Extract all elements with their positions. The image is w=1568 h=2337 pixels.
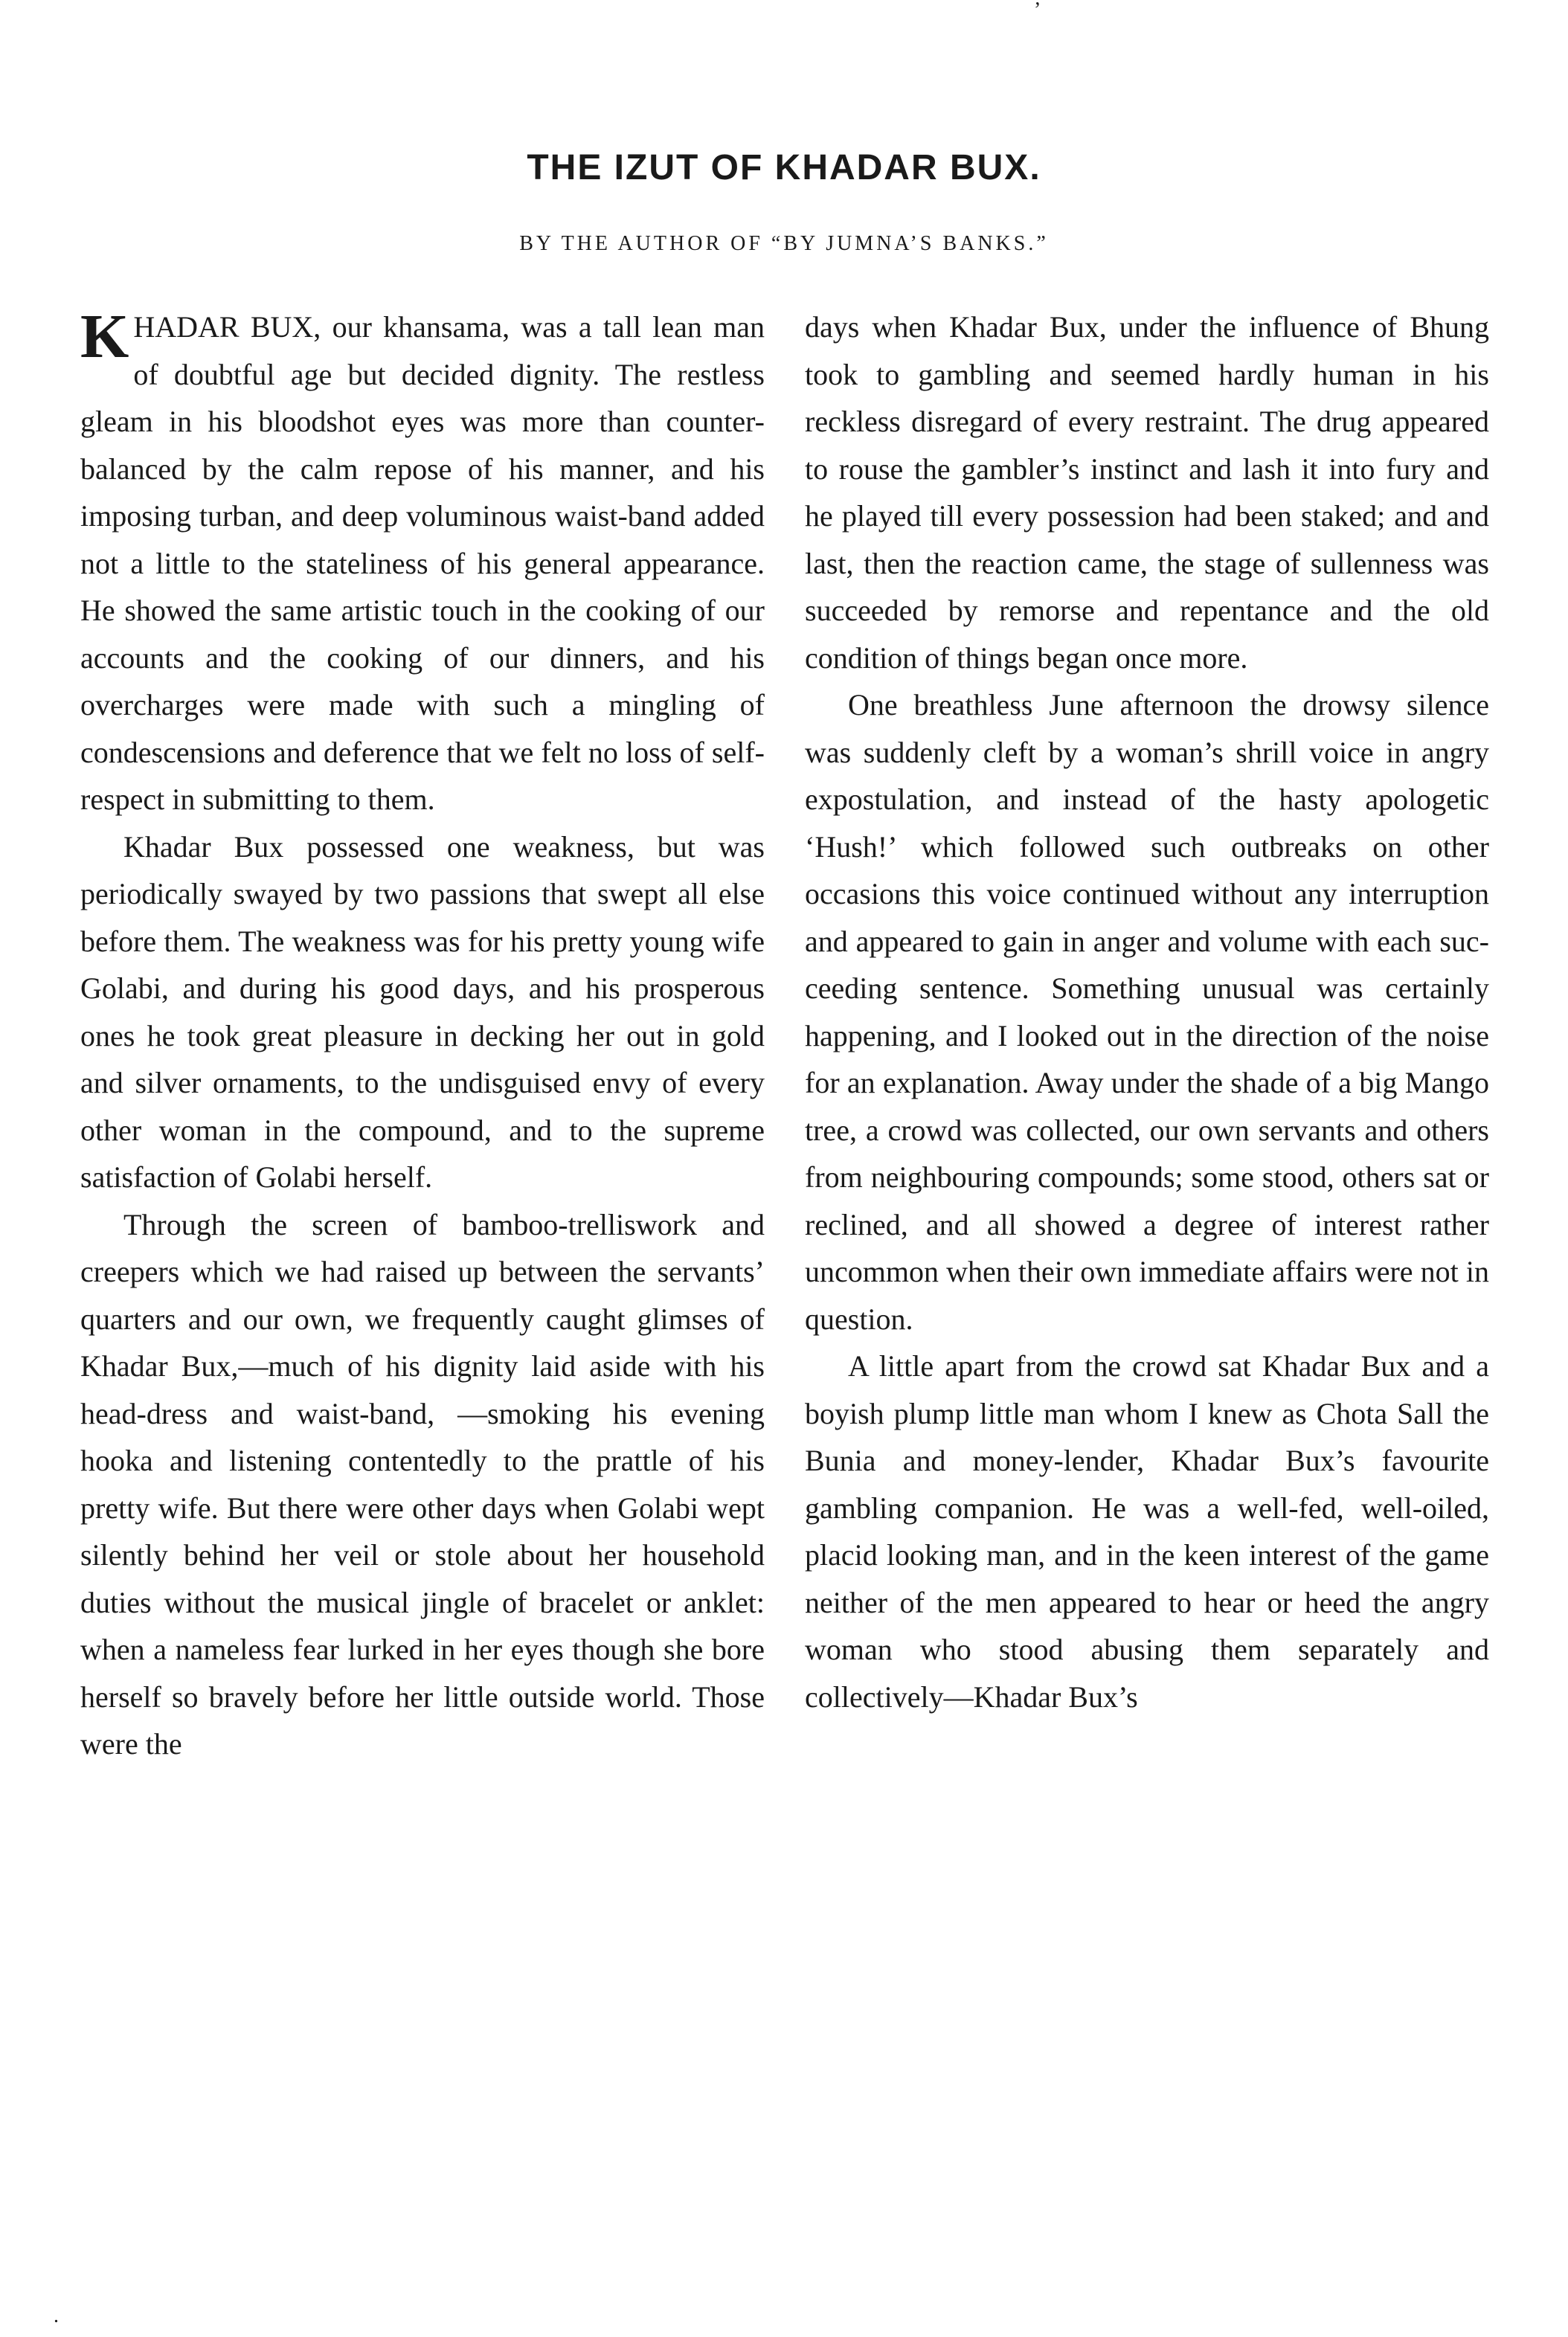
article-byline: BY THE AUTHOR OF “BY JUMNA’S BANKS.” bbox=[519, 232, 1049, 255]
paragraph-chota-sall: A little apart from the crowd sat Khadar Bux and a boyish plump little man whom I knew as Chota Sall the Bunia and money-lender, Khadar Bux’s favourite gambling companion. He was a well-fed, well-oiled, placid looking man, and in the keen interest of the game neither of the men appeared to hear or heed the angry woman who stood abusing them separately and collectively—Khadar Bux’s bbox=[805, 1349, 1489, 1714]
left-column bbox=[80, 303, 765, 1768]
page-mark-bottom: . bbox=[54, 2304, 59, 2327]
paragraph-opening bbox=[80, 303, 765, 823]
right-column bbox=[805, 303, 1489, 1720]
paragraph-opening-text: HADAR BUX, our khansama, was a tall lean man of doubtful age but decided dignity. The restless gleam in his bloodshot eyes was more than counter-balanced by the calm repose of his manner, and his imposing turban, and deep voluminous waist-band added not a little to the stateliness of his general appearance. He showed the same artistic touch in the cooking of our accounts and the cooking of our dinners, and his overcharges were made with such a mingling of condescensions and deference that we felt no loss of self-respect in submitting to them. bbox=[80, 310, 765, 816]
paragraph-weakness: Khadar Bux possessed one weakness, but was periodically swayed by two passions that swept all else before them. The weakness was for his pretty young wife Golabi, and during his good days, and his prosperous ones he took great pleasure in decking her out in gold and silver ornaments, to the undisguised envy of every other woman in the compound, and to the supreme satisfaction of Golabi herself. bbox=[80, 829, 765, 1194]
drop-cap: K bbox=[80, 302, 129, 371]
paragraph-bhung: days when Khadar Bux, under the influence of Bhung took to gambling and seemed hardly human in his reckless disregard of every restraint. The drug appeared to rouse the gambler’s instinct and lash it into fury and he played till every possession had been staked; and and last, then the reaction came, the stage of sullenness was succeeded by remorse and repentance and the old condition of things began once more. bbox=[805, 310, 1489, 675]
article-title: THE IZUT OF KHADAR BUX. bbox=[527, 148, 1041, 187]
page-mark-top: ’ bbox=[1034, 0, 1041, 22]
paragraph-trellis: Through the screen of bamboo-trelliswork and creepers which we had raised up between the servants’ quarters and our own, we frequently caught glimses of Khadar Bux,—much of his dignity laid aside with his head-dress and waist-band, —smoking his evening hooka and listening contentedly to the prattle of his pretty wife. But there were other days when Golabi wept silently behind her veil or stole about her household duties without the musical jingle of bracelet or anklet: when a nameless fear lurked in her eyes though she bore herself so bravely before her little outside world. Those were the bbox=[80, 1207, 765, 1761]
paragraph-june-afternoon: One breathless June afternoon the drowsy silence was suddenly cleft by a woman’s shrill voice in angry expostulation, and instead of the hasty apologetic ‘Hush!’ which followed such outbreaks on other occasions this voice continued without any interruption and appeared to gain in anger and volume with each succeeding sentence. Something unusual was certainly happening, and I looked out in the direction of the noise for an explanation. Away under the shade of a big Mango tree, a crowd was collected, our own servants and others from neighbouring compounds; some stood, others sat or reclined, and all showed a degree of interest rather uncommon when their own immediate affairs were not in question. bbox=[805, 688, 1489, 1336]
